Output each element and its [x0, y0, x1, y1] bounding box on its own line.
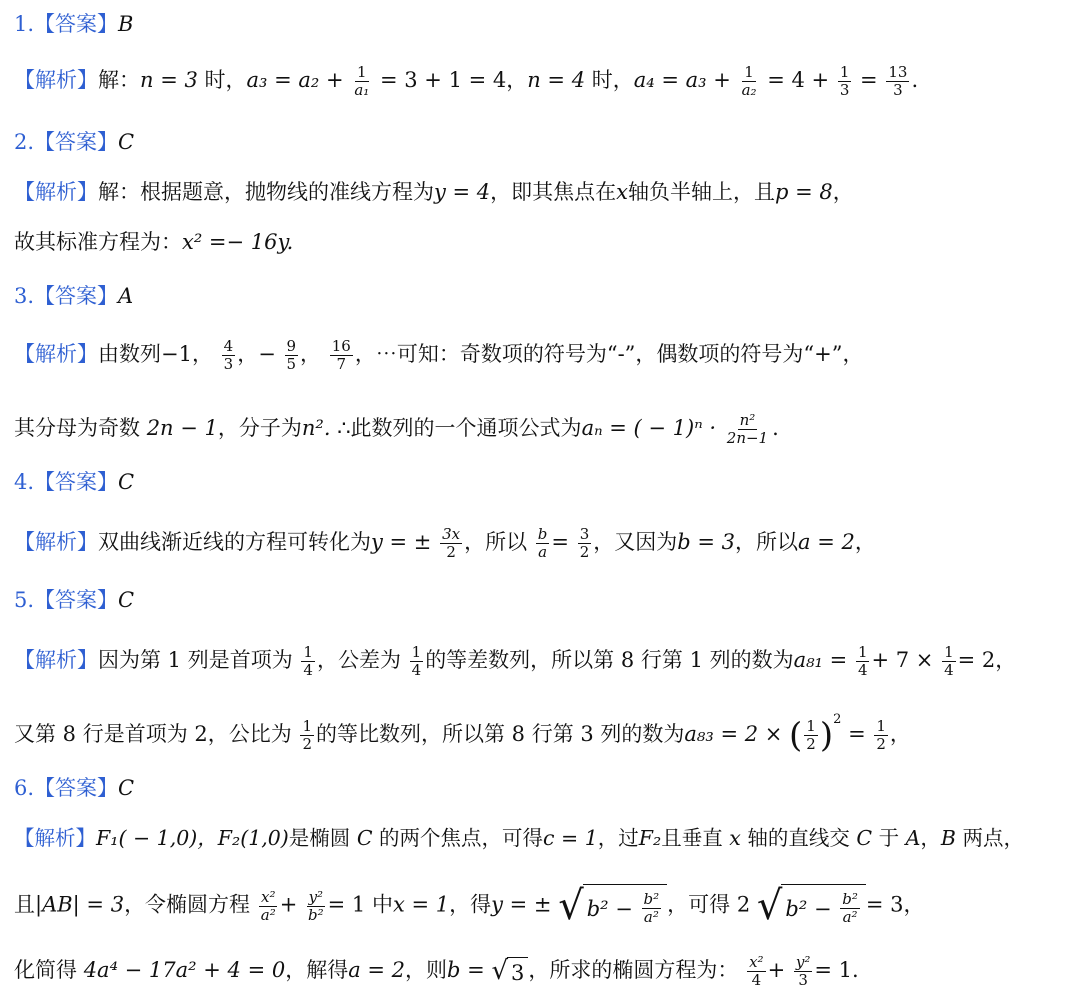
- text: ，得: [449, 892, 492, 917]
- q2-analysis-line-2: [14, 228, 1072, 256]
- analysis-tag: 【解析】: [14, 180, 98, 204]
- math: x² =− 16y.: [182, 230, 294, 254]
- math: x = 1: [392, 892, 450, 917]
- math: a₈₁ =: [793, 648, 848, 672]
- answer-tag: 【答案】: [34, 776, 119, 800]
- math: +: [767, 958, 786, 982]
- math: b = 3: [677, 530, 735, 554]
- fraction: $\frac{b}{a}$: [537, 525, 548, 561]
- text: ，所求的椭圆方程为：: [528, 958, 739, 982]
- q1-answer-line: [14, 10, 1072, 38]
- math: a₄ = a₃ +: [633, 68, 731, 92]
- text: ，公差为: [316, 648, 401, 672]
- text: 化简得: [14, 958, 84, 982]
- math: =: [860, 68, 878, 92]
- text: ，可得 2: [667, 892, 751, 917]
- text: ，所以: [735, 530, 798, 554]
- text: ，解得: [285, 958, 349, 982]
- math: ，: [889, 722, 911, 746]
- square-root: √ b² − $\frac{\text{b²}}{\text{a²}}$: [757, 884, 866, 928]
- q5-analysis-line-2: 又第 8 行是首项为 2，公比为 $\frac{1}{2}$ 的等比数列，所以第 8 行第 3 列的数为a₈₃ = 2 × ( $\frac{1}{2}$ )$^2$ = $\frac{1}{2}$ ，: [14, 712, 911, 756]
- math: y = ±: [371, 530, 432, 554]
- math: c = 1: [543, 826, 598, 850]
- q2-analysis-line: [14, 178, 1072, 206]
- q4-analysis-line: [14, 526, 1072, 561]
- text: ，即其焦点在: [490, 180, 617, 204]
- q5-number: 5.: [14, 588, 35, 612]
- math: .: [772, 416, 779, 440]
- math: ，: [300, 342, 322, 366]
- fraction: $\frac{13}{3}$: [888, 63, 908, 99]
- q4-number: 4.: [14, 470, 35, 494]
- text: 因为第 1 列是首项为: [98, 648, 293, 672]
- math: F₂: [638, 826, 662, 850]
- text: 由数列: [98, 342, 161, 366]
- text: ，令椭圆方程: [124, 892, 251, 917]
- text: ，过: [597, 826, 639, 850]
- text: ，⋯可知：奇数项的符号为“-”，偶数项的符号为“+”，: [354, 342, 864, 366]
- text: 两点，: [956, 826, 1025, 850]
- math: 2n − 1: [146, 416, 218, 440]
- analysis-tag: 【解析】: [14, 648, 98, 672]
- fraction: $\frac{1}{2}$: [806, 717, 816, 753]
- fraction: $\frac{3}{2}$: [579, 525, 590, 561]
- text: 于: [872, 826, 906, 850]
- q4-answer-line: [14, 468, 1072, 496]
- q2-answer: C: [118, 130, 135, 154]
- text: 的等差数列，所以第 8 行第 1 列的数为: [425, 648, 794, 672]
- q6-answer-line: [14, 774, 1072, 802]
- fraction: $\frac{1}{3}$: [839, 63, 850, 99]
- math: =: [551, 530, 570, 554]
- answer-tag: 【答案】: [34, 470, 119, 494]
- math: x: [729, 826, 741, 850]
- q2-answer-line: [14, 128, 1072, 156]
- math: B: [940, 826, 956, 850]
- fraction: $\frac{3x}{2}$: [442, 525, 461, 561]
- text: ，则: [405, 958, 448, 982]
- text: 且: [14, 892, 35, 917]
- text: ，又因为: [593, 530, 678, 554]
- q2-number: 2.: [14, 130, 35, 154]
- math: n².: [301, 416, 331, 440]
- fraction: $\frac{16}{7}$: [331, 337, 351, 373]
- text: 解：: [98, 68, 140, 92]
- square-root: √ 3: [491, 957, 528, 987]
- q6-analysis-line-3: [14, 954, 1072, 989]
- square-root: √ b² − $\frac{\text{b²}}{\text{a²}}$: [558, 884, 667, 928]
- math: aₙ = ( − 1)ⁿ ·: [581, 416, 717, 440]
- fraction: $\frac{1}{4}$: [944, 643, 954, 679]
- math: A: [905, 826, 921, 850]
- math: a = 2: [798, 530, 855, 554]
- q1-answer: B: [118, 12, 134, 36]
- math: −1，: [161, 342, 213, 366]
- math: y = ±: [491, 892, 552, 917]
- text: 时，: [197, 68, 247, 92]
- math: |AB| = 3: [35, 892, 125, 917]
- text: ，分子为: [217, 416, 302, 440]
- q3-analysis-line: [14, 338, 1072, 373]
- math: = 3，: [865, 892, 925, 917]
- answer-tag: 【答案】: [34, 12, 119, 36]
- fraction: $\frac{9}{5}$: [286, 337, 297, 373]
- text: 解：根据题意，抛物线的准线方程为: [98, 180, 434, 204]
- text: 双曲线渐近线的方程可转化为: [98, 530, 371, 554]
- text: 是椭圆: [288, 826, 357, 850]
- text: 中: [365, 892, 393, 917]
- text: 又第 8 行是首项为 2，公比为: [14, 722, 292, 746]
- math: +: [279, 892, 298, 917]
- math: y = 4: [434, 180, 491, 204]
- math: n = 4: [527, 68, 586, 92]
- math: = 1: [327, 892, 366, 917]
- math: F₁( − 1,0)，F₂(1,0): [96, 826, 289, 850]
- fraction: $\frac{\text{x²}}{\text{a²}}$: [260, 887, 276, 924]
- analysis-tag: 【解析】: [14, 68, 98, 92]
- fraction: $\frac{1}{2}$: [876, 717, 886, 753]
- fraction: $\frac{1}{\text{a₁}}$: [354, 63, 370, 99]
- fraction: $\frac{1}{4}$: [411, 643, 422, 679]
- q1-analysis-line: [14, 64, 1072, 99]
- text: ，所以: [464, 530, 528, 554]
- fraction: $\frac{1}{4}$: [303, 643, 313, 679]
- fraction: $\frac{1}{\text{a₂}}$: [741, 63, 757, 99]
- fraction: $\frac{\text{y²}}{3}$: [795, 953, 811, 989]
- text: 轴的直线交: [740, 826, 857, 850]
- text: 其分母为奇数: [14, 416, 147, 440]
- analysis-tag: 【解析】: [14, 530, 98, 554]
- fraction: $\frac{1}{4}$: [857, 643, 868, 679]
- answer-tag: 【答案】: [34, 130, 119, 154]
- math: = 1.: [814, 958, 859, 982]
- q3-analysis-line-2: [14, 412, 1072, 447]
- q3-number: 3.: [14, 284, 35, 308]
- math: .: [911, 68, 919, 92]
- q4-answer: C: [118, 470, 135, 494]
- math: 4a⁴ − 17a² + 4 = 0: [83, 958, 286, 982]
- q3-answer-line: [14, 282, 1072, 310]
- math: a = 2: [348, 958, 406, 982]
- q6-analysis-line: [14, 824, 1072, 852]
- q6-answer: C: [118, 776, 135, 800]
- text: ∴此数列的一个通项公式为: [330, 416, 582, 440]
- math: n = 3: [140, 68, 198, 92]
- math: + 7 ×: [871, 648, 934, 672]
- math: a₈₃ = 2 ×: [684, 722, 783, 746]
- exponent: 2: [833, 712, 842, 727]
- fraction: $\frac{\text{n²}}{2n-1}$: [726, 411, 769, 447]
- text: ，: [832, 180, 854, 204]
- math: b =: [447, 958, 485, 982]
- text: ，: [920, 826, 941, 850]
- text: 轴负半轴上，且: [628, 180, 776, 204]
- text: 时，: [585, 68, 634, 92]
- math: ，−: [237, 342, 276, 366]
- math: x: [616, 180, 629, 204]
- fraction: $\frac{4}{3}$: [223, 337, 234, 373]
- math: = 4 +: [767, 68, 830, 92]
- text: 且垂直: [661, 826, 730, 850]
- math: = 3 + 1 = 4，: [379, 68, 528, 92]
- fraction: $\frac{\text{x²}}{4}$: [749, 953, 764, 989]
- analysis-tag: 【解析】: [14, 342, 98, 366]
- q1-number: 1.: [14, 12, 35, 36]
- text: 故其标准方程为：: [14, 230, 182, 254]
- q5-analysis-line: [14, 644, 1072, 679]
- math: a₃ = a₂ +: [246, 68, 344, 92]
- q5-answer: C: [118, 588, 135, 612]
- answer-tag: 【答案】: [34, 588, 119, 612]
- fraction: $\frac{1}{2}$: [302, 717, 312, 753]
- q6-analysis-line-2: [14, 884, 1072, 928]
- math: p = 8: [775, 180, 833, 204]
- answer-tag: 【答案】: [34, 284, 119, 308]
- text: 的两个焦点，可得: [372, 826, 544, 850]
- q3-answer: A: [118, 284, 134, 308]
- math: =: [848, 722, 866, 746]
- text: ，: [854, 530, 876, 554]
- q6-number: 6.: [14, 776, 35, 800]
- q5-answer-line: [14, 586, 1072, 614]
- math: C: [856, 826, 873, 850]
- fraction: $\frac{\text{y²}}{\text{b²}}$: [308, 887, 324, 924]
- math: = 2，: [957, 648, 1017, 672]
- text: 的等比数列，所以第 8 行第 3 列的数为: [315, 722, 685, 746]
- analysis-tag: 【解析】: [14, 826, 96, 850]
- math: C: [356, 826, 373, 850]
